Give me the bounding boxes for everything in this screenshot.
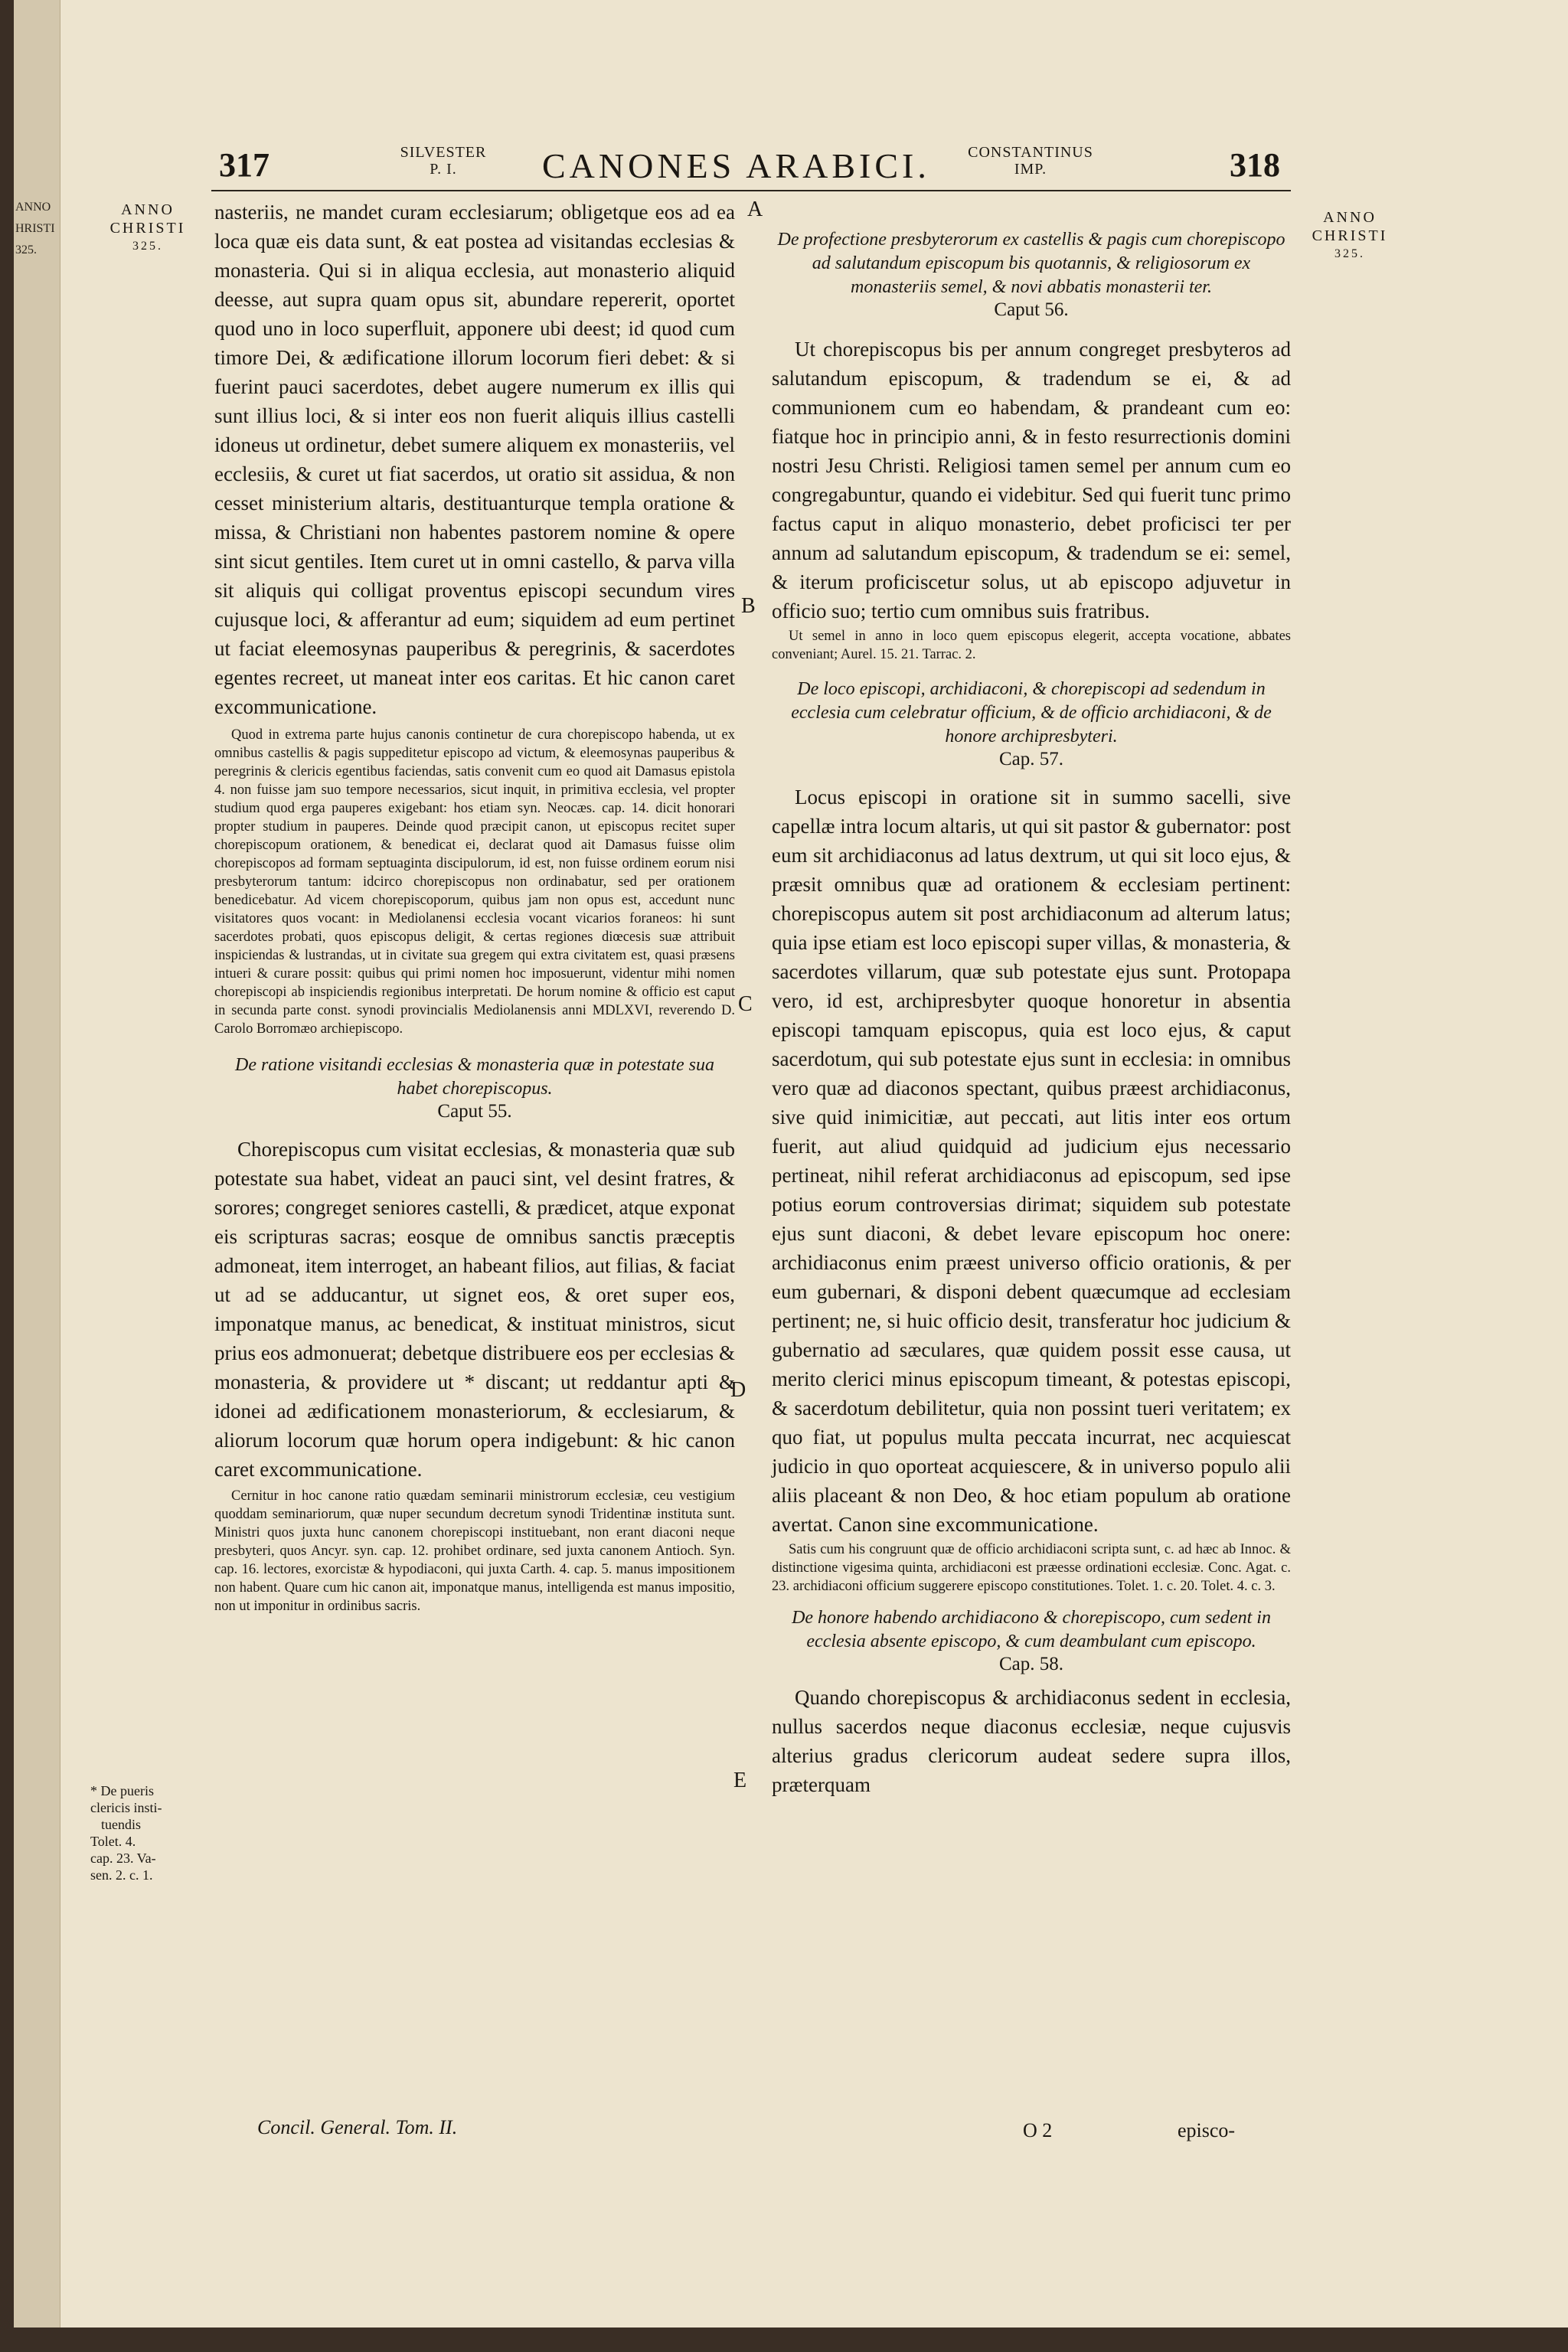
gutter-fragment: HRISTI bbox=[15, 222, 55, 235]
catchword: episco- bbox=[1178, 2119, 1236, 2141]
running-head-right: CONSTANTINUS IMP. bbox=[968, 144, 1093, 178]
page-number-right: 318 bbox=[1230, 146, 1280, 184]
gutter-fragment: 325. bbox=[15, 243, 37, 256]
binding-gutter bbox=[14, 0, 60, 2328]
caput-55-label: Caput 55. bbox=[437, 1101, 512, 1122]
canon-55-text: Chorepiscopus cum visitat ecclesias, & monasteria quæ sub potestate sua habet, videat an pauci sint, vel desint fratres, & sorores; congreget seniores castelli, & prædicet, atque exponat eis scripturas sacras; eosque de omnibus sanctis præceptis admoneat, item interroget, an habeant filios, aut filias, & faciat ut ad se adducantur, ut signet eos, & oret super eos, imponatque manus, ac benedicat, & instituat ministros, sicut prius eos admonuerat; debetque distribuere eos per ecclesias & monasteria, & providere ut * discant; ut reddantur apti & idonei ad ædificationem monasteriorum, & ecclesiarum, & aliorum locorum quæ horum opera indigebunt: & hic canon caret excommunicatione. bbox=[214, 1138, 735, 1481]
heading-caput-58: De honore habendo archidiacono & chorepiscopo, cum sedent in ecclesia absente episcopo, & cum deambulant cum episcopo. bbox=[792, 1608, 1271, 1651]
section-letter-b: B bbox=[741, 594, 756, 618]
commentary-55: Cernitur in hoc canone ratio quædam seminarii ministrorum ecclesiæ, ceu vestigium quoddam seminariorum, quæ nuper secundum decretum synodi Tridentinæ instituta sunt. Ministri quos juxta hunc canonem chorepiscopi instituebant, non erant diaconi neque presbyteri, quos Ancyr. syn. cap. 12. prohibet ordinare, sed juxta canonem Antioch. Syn. cap. 16. lectores, exorcistæ & hypodiaconi, qui juxta Carth. 4. cap. 5. manus impositionem non habent. Quare cum hic canon ait, imponatque manus, intelligenda est manus impositio, non ut imponitur in ordinibus sacris. bbox=[214, 1488, 735, 1614]
header-rule bbox=[211, 190, 1291, 191]
heading-caput-56: De profectione presbyterorum ex castellis & pagis cum chorepiscopo ad salutandum episcopum bis quotannis, & religiosorum ex monasteriis semel, & novi abbatis monasterii ter. bbox=[777, 230, 1285, 297]
canon-58-text: Quando chorepiscopus & archidiaconus sedent in ecclesia, nullus sacerdos neque diaconus ecclesiæ, neque cujusvis alterius gradus clericorum audeat sedere supra illos, præterquam bbox=[772, 1686, 1291, 1796]
signature-mark: O 2 bbox=[1023, 2119, 1053, 2141]
canon-56-text: Ut chorepiscopus bis per annum congreget presbyteros ad salutandum episcopum, & tradendum se ei, & ad communionem cum eo habendam, & prandeant cum eo: fiatque hoc in principio anni, & in festo resurrectionis domini nostri Jesu Christi. Religiosi tamen semel per annum cum eo congregabuntur, quando ei videbitur. Sed qui fuerit tunc primo factus caput in aliquo monasterio, debet proficisci ter per annum ad salutandum episcopum, & tradendum se ei: semel, & iterum proficiscetur solus, ut ab episcopo adjuvetur in officio suo; tertio cum omnibus suis fratribus. bbox=[772, 338, 1291, 622]
section-letter-e: E bbox=[733, 1769, 747, 1792]
note-56: Ut semel in anno in loco quem episcopus elegerit, accepta vocatione, abbates conveniant; Aurel. 15. 21. Tarrac. 2. bbox=[772, 629, 1291, 662]
canon-57-text: Locus episcopi in oratione sit in summo sacelli, sive capellæ intra locum altaris, ut qui sit pastor & gubernator: post eum sit archidiaconus ad latus dextrum, ut qui sit loco ejus, & præsit omnibus quæ ad orationem & ecclesiam pertinent: chorepiscopus autem sit post archidiaconum ad alterum latus; quia ipse etiam est loco episcopi super villas, & monasteria, & sacerdotes villarum, quæ sub potestate ejus sunt. Protopapa vero, id est, archipresbyter quoque honoretur in absentia episcopi tamquam episcopus, quia est loco ejus, & caput sacerdotum, qui sub potestate ejus sunt in ecclesia: in omnibus vero quæ ad diaconos spectant, quibus præest archidiaconus, sive quid inimicitiæ, aut peccati, aut litis inter eos ortum fuerit, aut aliud quidquid ad judicium ejus necessario pertineat, nihil referat archidiaconus ad episcopum, sed ipse potius eorum controversias dirimat; siquidem sub potestate ejus sunt diaconi, & debet levare episcopum hoc onere: archidiaconus enim præest universo officio orationis, & per eum gubernari, & disponi debent quæcumque ad ecclesiam pertinent; ne, si huic officio desit, transferatur hoc judicium & gubernatio ad sæculares, quæ quidem possit esse causa, ut merito clerici minus episcopum timeant, & potestas episcopi, & sacerdotum debilitetur, quia non possint tueri veritatem; ex quo fiat, ut populus multa peccata incurrat, nec acquiescat judicio in quo oporteat acquiescere, & in universo populo alii aliis placeant & non Deo, & hoc etiam populum ab oratione avertat. Canon sine excommunicatione. bbox=[772, 786, 1291, 1536]
signature-line: Concil. General. Tom. II. bbox=[257, 2116, 458, 2138]
note-57: Satis cum his congruunt quæ de officio archidiaconi scripta sunt, c. ad hæc ab Innoc. & distinctione vigesima quinta, archidiaconi est præesse ordinationi ecclesiæ. Conc. Agat. c. 23. archidiaconi officium suggerere episcopo constitutiones. Tolet. 1. c. 20. Tolet. 4. c. 3. bbox=[772, 1542, 1291, 1594]
canon-54-continuation: nasteriis, ne mandet curam ecclesiarum; obligetque eos ad ea loca quæ eis data sunt, & eat postea ad visitandas ecclesias & monasteria. Qui si in aliqua ecclesia, aut monasterio aliquid deesse, aut supra quam opus sit, abundare repererit, oportet quod uno in loco superfluit, apponere ubi deest; id quod cum timore Dei, & ædificatione illorum locorum fieri debet: & si fuerint pauci sacerdotes, debet augere numerum ex illis qui sunt illius loci, & si inter eos non fuerit aliquis illius castelli idoneus ut ordinetur, debet sumere aliquem ex monasteriis, vel ecclesiis, & curet ut fiat sacerdos, ut oratio sit assidua, & non cesset ministerium altaris, destituanturque templa oratione & missa, & Christiani non habentes pastorem nomine & opere sint sicut gentiles. Item curet ut in omni castello, & parva villa sit aliquis qui colligat proventus episcopi secundum vires cujusque loci, & afferantur ad eum; siquidem ad eum pertinet ut faciat eleemosynas pauperibus & peregrinis, & sacerdotes egentes recreet, ut maneat inter eos caritas. Et hic canon caret excommunicatione. bbox=[214, 201, 735, 718]
right-column bbox=[772, 198, 1291, 1799]
margin-year-right: ANNO CHRISTI 325. bbox=[1312, 209, 1388, 260]
caput-57-label: Cap. 57. bbox=[998, 749, 1064, 769]
gutter-fragment: ANNO bbox=[15, 201, 51, 214]
section-letter-c: C bbox=[738, 992, 753, 1016]
margin-year-left: ANNO CHRISTI 325. bbox=[109, 201, 186, 253]
margin-note: * De pueris clericis insti- tuendis Tolet. 4. cap. 23. Va- sen. 2. c. 1. bbox=[90, 1783, 162, 1883]
commentary-54: Quod in extrema parte hujus canonis continetur de cura chorepiscopo habenda, ut ex omnibus castellis & pagis suppeditetur episcopo ad victum, & eleemosynas pauperibus & peregrinis & clericis egentibus faciendas, satis convenit cum eo quod ait Damasus epistola 4. non fuisse jam suo tempore necessarios, sicut inquit, in primitiva ecclesia, vel propter studium quod erga pauperes exigebant: hos etiam syn. Neocæs. cap. 14. dicit honorari propter studium in pauperes. Deinde quod præcipit canon, ut episcopus recitet super chorepiscopum orationem, & benedicat ei, declarat quod ait Damasus fuisse olim chorepiscopos ad formam septuaginta discipulorum, id est, non fuisse ordinem eorum nisi presbyterorum tantum: idcirco chorepiscopus non ordinabatur, sed per orationem benedicebatur. Ad vicem chorepiscoporum, quibus jam non opus est, accedunt nunc visitatores quos vocant: in Mediolanensi ecclesia vocant vicarios foraneos: hi sunt sacerdotes probati, quos episcopus deligit, & certas regiones diœcesis suæ attribuit inspiciendas & lustrandas, ut in civitate sua gregem qui extra civitatem est, quasi præsens intueri & curare possit: quibus qui primi nomen hoc imposuerunt, videntur mihi nomen chorepiscopi ab inspiciendis regionibus interpretati. De horum nomine & officio est caput in secunda parte const. synodi provincialis Mediolanensis anni MDLXVI, reverendo D. Carolo Borromæo archiepiscopo. bbox=[214, 727, 735, 1037]
section-letter-d: D bbox=[730, 1378, 746, 1402]
page-number-left: 317 bbox=[219, 146, 270, 184]
caput-56-label: Caput 56. bbox=[994, 299, 1069, 320]
section-letter-a: A bbox=[747, 198, 763, 221]
caput-58-label: Cap. 58. bbox=[998, 1654, 1064, 1674]
heading-caput-57: De loco episcopi, archidiaconi, & chorepiscopi ad sedendum in ecclesia cum celebratur officium, & de officio archidiaconi, & de honore archipresbyteri. bbox=[791, 679, 1272, 746]
book-page bbox=[14, 0, 1568, 2328]
running-head-left: SILVESTER P. I. bbox=[400, 144, 487, 178]
page-title: CANONES ARABICI. bbox=[542, 146, 930, 185]
heading-caput-55: De ratione visitandi ecclesias & monasteria quæ in potestate sua habet chorepiscopus. bbox=[235, 1055, 714, 1099]
left-column bbox=[214, 198, 735, 1615]
